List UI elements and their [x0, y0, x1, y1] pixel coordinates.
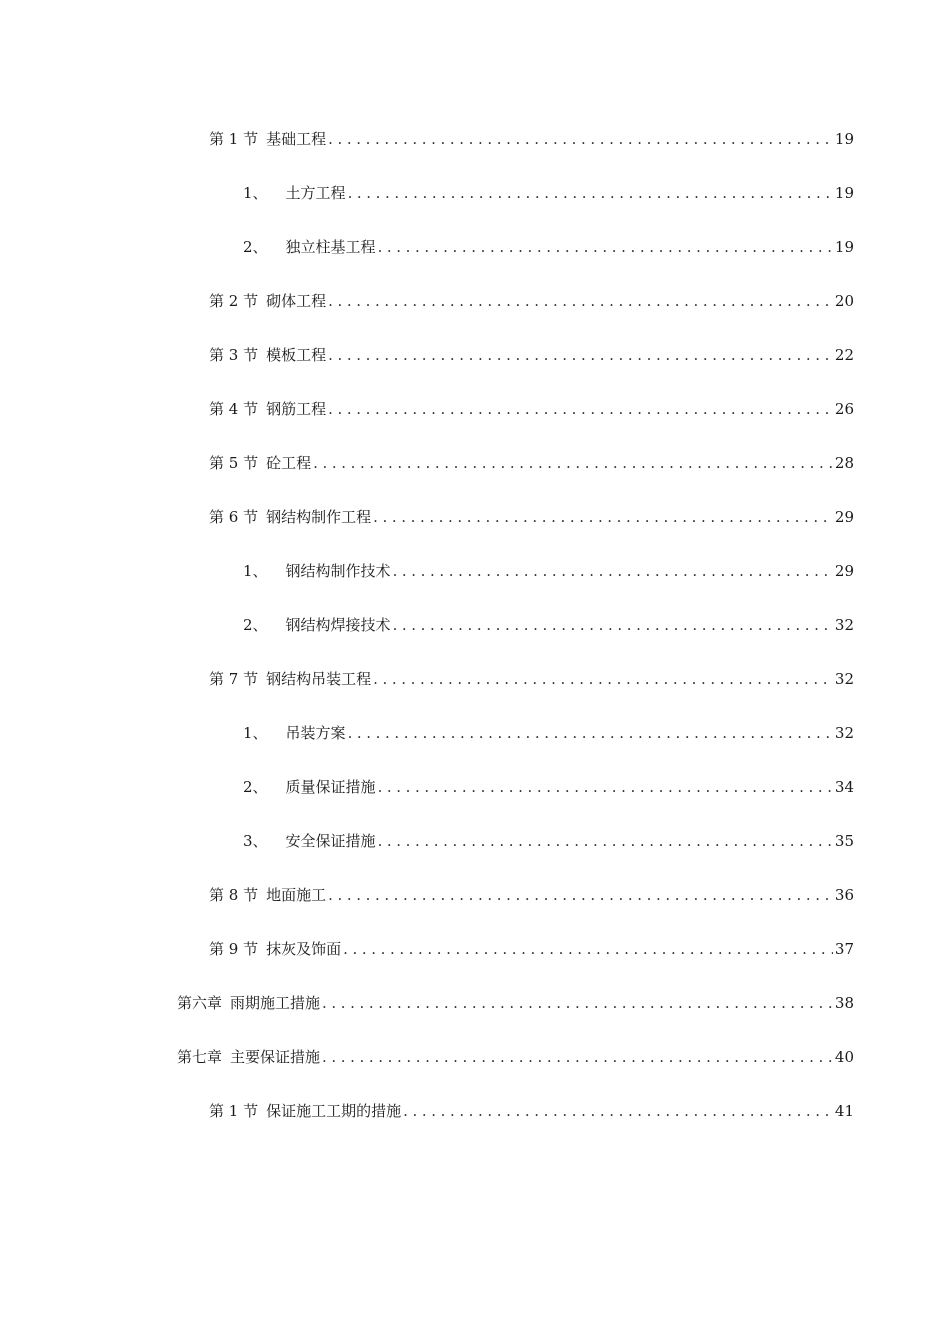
- toc-entry-title: 土方工程: [285, 184, 346, 202]
- toc-dot-leader: [378, 829, 833, 853]
- toc-dot-leader: [403, 1099, 833, 1123]
- toc-entry-label: [209, 451, 313, 475]
- toc-dot-leader: [378, 235, 833, 259]
- toc-entry-label: [177, 1045, 322, 1069]
- toc-entry[interactable]: [209, 1099, 854, 1123]
- toc-page-number: 35: [834, 832, 854, 850]
- toc-entry[interactable]: [209, 937, 854, 961]
- toc-page-number: 41: [834, 1102, 854, 1120]
- toc-entry-label: [209, 667, 373, 691]
- toc-entry-label: [243, 613, 393, 637]
- toc-entry-label: [243, 235, 378, 259]
- toc-entry-title: 保证施工工期的措施: [266, 1102, 402, 1120]
- toc-page-number: 32: [834, 616, 854, 634]
- toc-dot-leader: [322, 1045, 833, 1069]
- toc-entry[interactable]: [243, 829, 854, 853]
- toc-dot-leader: [313, 451, 833, 475]
- toc-entry[interactable]: [209, 343, 854, 367]
- toc-entry[interactable]: [209, 451, 854, 475]
- toc-entry-number: 2、: [243, 616, 268, 634]
- toc-page-number: 19: [834, 130, 854, 148]
- toc-entry[interactable]: [243, 235, 854, 259]
- toc-entry-title: 砼工程: [266, 454, 312, 472]
- toc-entry-number: 第 6 节: [209, 508, 259, 526]
- toc-page-number: 32: [834, 724, 854, 742]
- toc-entry[interactable]: [209, 289, 854, 313]
- toc-entry-title: 独立柱基工程: [285, 238, 376, 256]
- toc-dot-leader: [393, 613, 833, 637]
- toc-dot-leader: [373, 667, 833, 691]
- toc-dot-leader: [328, 397, 833, 421]
- toc-entry-number: 第 1 节: [209, 130, 259, 148]
- toc-entry-label: [177, 991, 322, 1015]
- toc-dot-leader: [343, 937, 833, 961]
- toc-entry-number: 第 5 节: [209, 454, 259, 472]
- toc-entry-number: 1、: [243, 562, 268, 580]
- toc-entry-title: 钢筋工程: [266, 400, 327, 418]
- toc-dot-leader: [373, 505, 833, 529]
- toc-entry-label: [243, 775, 378, 799]
- toc-entry-title: 钢结构制作工程: [266, 508, 372, 526]
- toc-dot-leader: [348, 181, 833, 205]
- toc-dot-leader: [328, 289, 833, 313]
- toc-entry-number: 第 7 节: [209, 670, 259, 688]
- toc-page-number: 38: [834, 994, 854, 1012]
- toc-entry-number: 3、: [243, 832, 268, 850]
- toc-entry-number: 第七章: [177, 1048, 223, 1066]
- toc-dot-leader: [328, 883, 833, 907]
- toc-page-number: 37: [834, 940, 854, 958]
- toc-entry-title: 模板工程: [266, 346, 327, 364]
- toc-entry-title: 吊装方案: [285, 724, 346, 742]
- toc-entry-label: [209, 289, 328, 313]
- toc-entry-label: [209, 1099, 403, 1123]
- toc-entry-title: 钢结构制作技术: [285, 562, 391, 580]
- toc-page-number: 26: [834, 400, 854, 418]
- toc-page-number: 32: [834, 670, 854, 688]
- toc-entry-title: 基础工程: [266, 130, 327, 148]
- toc-page-number: 29: [834, 562, 854, 580]
- toc-entry-number: 1、: [243, 724, 268, 742]
- toc-dot-leader: [328, 127, 833, 151]
- toc-entry-title: 抹灰及饰面: [266, 940, 342, 958]
- toc-entry[interactable]: [177, 1045, 854, 1069]
- toc-entry-label: [209, 883, 328, 907]
- toc-page-number: 22: [834, 346, 854, 364]
- toc-entry[interactable]: [243, 721, 854, 745]
- toc-entry-number: 2、: [243, 238, 268, 256]
- toc-entry-title: 地面施工: [266, 886, 327, 904]
- toc-entry[interactable]: [209, 127, 854, 151]
- toc-page-number: 40: [834, 1048, 854, 1066]
- toc-entry-title: 雨期施工措施: [230, 994, 321, 1012]
- toc-page-number: 19: [834, 238, 854, 256]
- toc-page-number: 28: [834, 454, 854, 472]
- toc-entry-label: [209, 937, 343, 961]
- toc-entry-number: 第 3 节: [209, 346, 259, 364]
- toc-dot-leader: [328, 343, 833, 367]
- toc-entry-label: [243, 181, 348, 205]
- toc-page-number: 29: [834, 508, 854, 526]
- toc-entry-title: 砌体工程: [266, 292, 327, 310]
- toc-dot-leader: [393, 559, 833, 583]
- toc-entry[interactable]: [243, 775, 854, 799]
- toc-entry-label: [243, 829, 378, 853]
- toc-entry[interactable]: [209, 397, 854, 421]
- toc-entry-label: [209, 127, 328, 151]
- toc-entry-label: [209, 343, 328, 367]
- toc-dot-leader: [378, 775, 833, 799]
- toc-entry-number: 第 2 节: [209, 292, 259, 310]
- toc-page-number: 34: [834, 778, 854, 796]
- toc-entry[interactable]: [243, 613, 854, 637]
- toc-dot-leader: [348, 721, 833, 745]
- toc-entry-number: 第 9 节: [209, 940, 259, 958]
- toc-entry-label: [243, 721, 348, 745]
- toc-entry-title: 钢结构焊接技术: [285, 616, 391, 634]
- toc-entry-title: 质量保证措施: [285, 778, 376, 796]
- toc-entry-number: 第 8 节: [209, 886, 259, 904]
- toc-entry-number: 1、: [243, 184, 268, 202]
- toc-dot-leader: [322, 991, 833, 1015]
- toc-page-number: 20: [834, 292, 854, 310]
- toc-entry[interactable]: [243, 181, 854, 205]
- toc-entry-number: 第 1 节: [209, 1102, 259, 1120]
- toc-entry[interactable]: [209, 667, 854, 691]
- toc-entry[interactable]: [209, 505, 854, 529]
- toc-entry-title: 主要保证措施: [230, 1048, 321, 1066]
- toc-entry-label: [209, 505, 373, 529]
- toc-entry-label: [243, 559, 393, 583]
- toc-entry[interactable]: [209, 883, 854, 907]
- toc-entry-number: 2、: [243, 778, 268, 796]
- toc-entry[interactable]: [177, 991, 854, 1015]
- toc-entry-label: [209, 397, 328, 421]
- toc-entry-number: 第六章: [177, 994, 223, 1012]
- toc-page-number: 36: [834, 886, 854, 904]
- toc-entry[interactable]: [243, 559, 854, 583]
- toc-entry-title: 安全保证措施: [285, 832, 376, 850]
- toc-entry-number: 第 4 节: [209, 400, 259, 418]
- toc-entry-title: 钢结构吊装工程: [266, 670, 372, 688]
- toc-page-number: 19: [834, 184, 854, 202]
